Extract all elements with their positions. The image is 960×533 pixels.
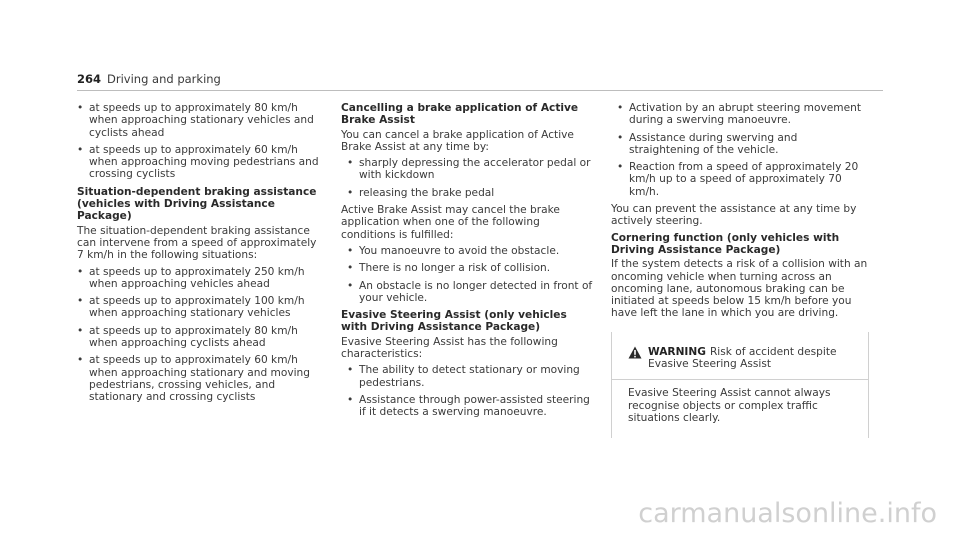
watermark: carmanualsonline.info	[638, 498, 937, 529]
list-item: • Reaction from a speed of approximately 20 km/h up to a speed of approximately 70 km/h.	[617, 161, 869, 198]
list-item: • at speeds up to approximately 100 km/h when approaching stationary vehicles	[77, 295, 321, 320]
list-item: • An obstacle is no longer detected in front of your vehicle.	[347, 280, 594, 305]
list-item: • releasing the brake pedal	[347, 187, 594, 199]
column-2	[341, 102, 594, 424]
warning-box	[611, 332, 869, 438]
warning-title: Risk of accident despite Evasive Steering Assist	[648, 345, 837, 371]
section-heading: Cancelling a brake application of Active Brake Assist	[341, 102, 579, 127]
section-heading: Cornering function (only vehicles with Driving Assistance Package)	[611, 231, 840, 256]
bullet-list	[77, 266, 321, 404]
list-item: • at speeds up to approximately 60 km/h when approaching stationary and moving pedestrians, crossing vehicles, and stationary and crossing cyclists	[77, 354, 321, 403]
bullet-list	[347, 364, 594, 418]
bullet-list	[347, 245, 594, 304]
section-title: Driving and parking	[107, 72, 221, 86]
list-item: • Assistance during swerving and straightening of the vehicle.	[617, 132, 869, 157]
bullet-list	[617, 102, 869, 198]
paragraph: Evasive Steering Assist has the following characteristics:	[341, 335, 558, 361]
paragraph: You can cancel a brake application of Active Brake Assist at any time by:	[341, 128, 574, 153]
warning-triangle-icon	[628, 346, 642, 359]
column-1	[77, 102, 321, 409]
header-divider	[77, 90, 883, 91]
list-item: • The ability to detect stationary or moving pedestrians.	[347, 364, 594, 389]
list-item: • Activation by an abrupt steering movement during a swerving manoeuvre.	[617, 102, 869, 127]
list-item: • Assistance through power-assisted steering if it detects a swerving manoeuvre.	[347, 394, 594, 419]
warning-label: WARNING	[648, 345, 706, 358]
section-heading: Situation-dependent braking assistance (vehicles with Driving Assistance Package)	[77, 185, 317, 223]
list-item: • You manoeuvre to avoid the obstacle.	[347, 245, 594, 257]
paragraph: If the system detects a risk of a collision with an oncoming vehicle when turning across an oncoming lane, autonomous braking can be initiated at speeds below 15 km/h before you have left the lane in which you are driving.	[611, 258, 868, 320]
paragraph: The situation-dependent braking assistance can intervene from a speed of approximately 7 km/h in the following situations:	[77, 224, 317, 262]
list-item: • There is no longer a risk of collision.	[347, 262, 594, 274]
paragraph: Active Brake Assist may cancel the brake application when one of the following conditions is fulfilled:	[341, 204, 560, 241]
section-heading: Evasive Steering Assist (only vehicles with Driving Assistance Package)	[341, 309, 567, 334]
page-number: 264	[77, 72, 102, 86]
paragraph: You can prevent the assistance at any time by actively steering.	[611, 203, 857, 228]
list-item: • at speeds up to approximately 60 km/h when approaching moving pedestrians and crossing cyclists	[77, 144, 321, 181]
list-item: • at speeds up to approximately 80 km/h when approaching cyclists ahead	[77, 325, 321, 350]
list-item: • at speeds up to approximately 80 km/h when approaching stationary vehicles and cyclists ahead	[77, 102, 321, 139]
list-item: • at speeds up to approximately 250 km/h when approaching vehicles ahead	[77, 266, 321, 291]
bullet-list	[347, 157, 594, 199]
warning-body: Evasive Steering Assist cannot always recognise objects or complex traffic situations clearly.	[628, 387, 831, 424]
warning-divider	[612, 379, 868, 380]
page-header	[77, 72, 221, 86]
list-item: • sharply depressing the accelerator pedal or with kickdown	[347, 157, 594, 182]
warning-header	[628, 346, 854, 371]
intro-bullet-list	[77, 102, 321, 181]
column-3	[611, 102, 869, 438]
